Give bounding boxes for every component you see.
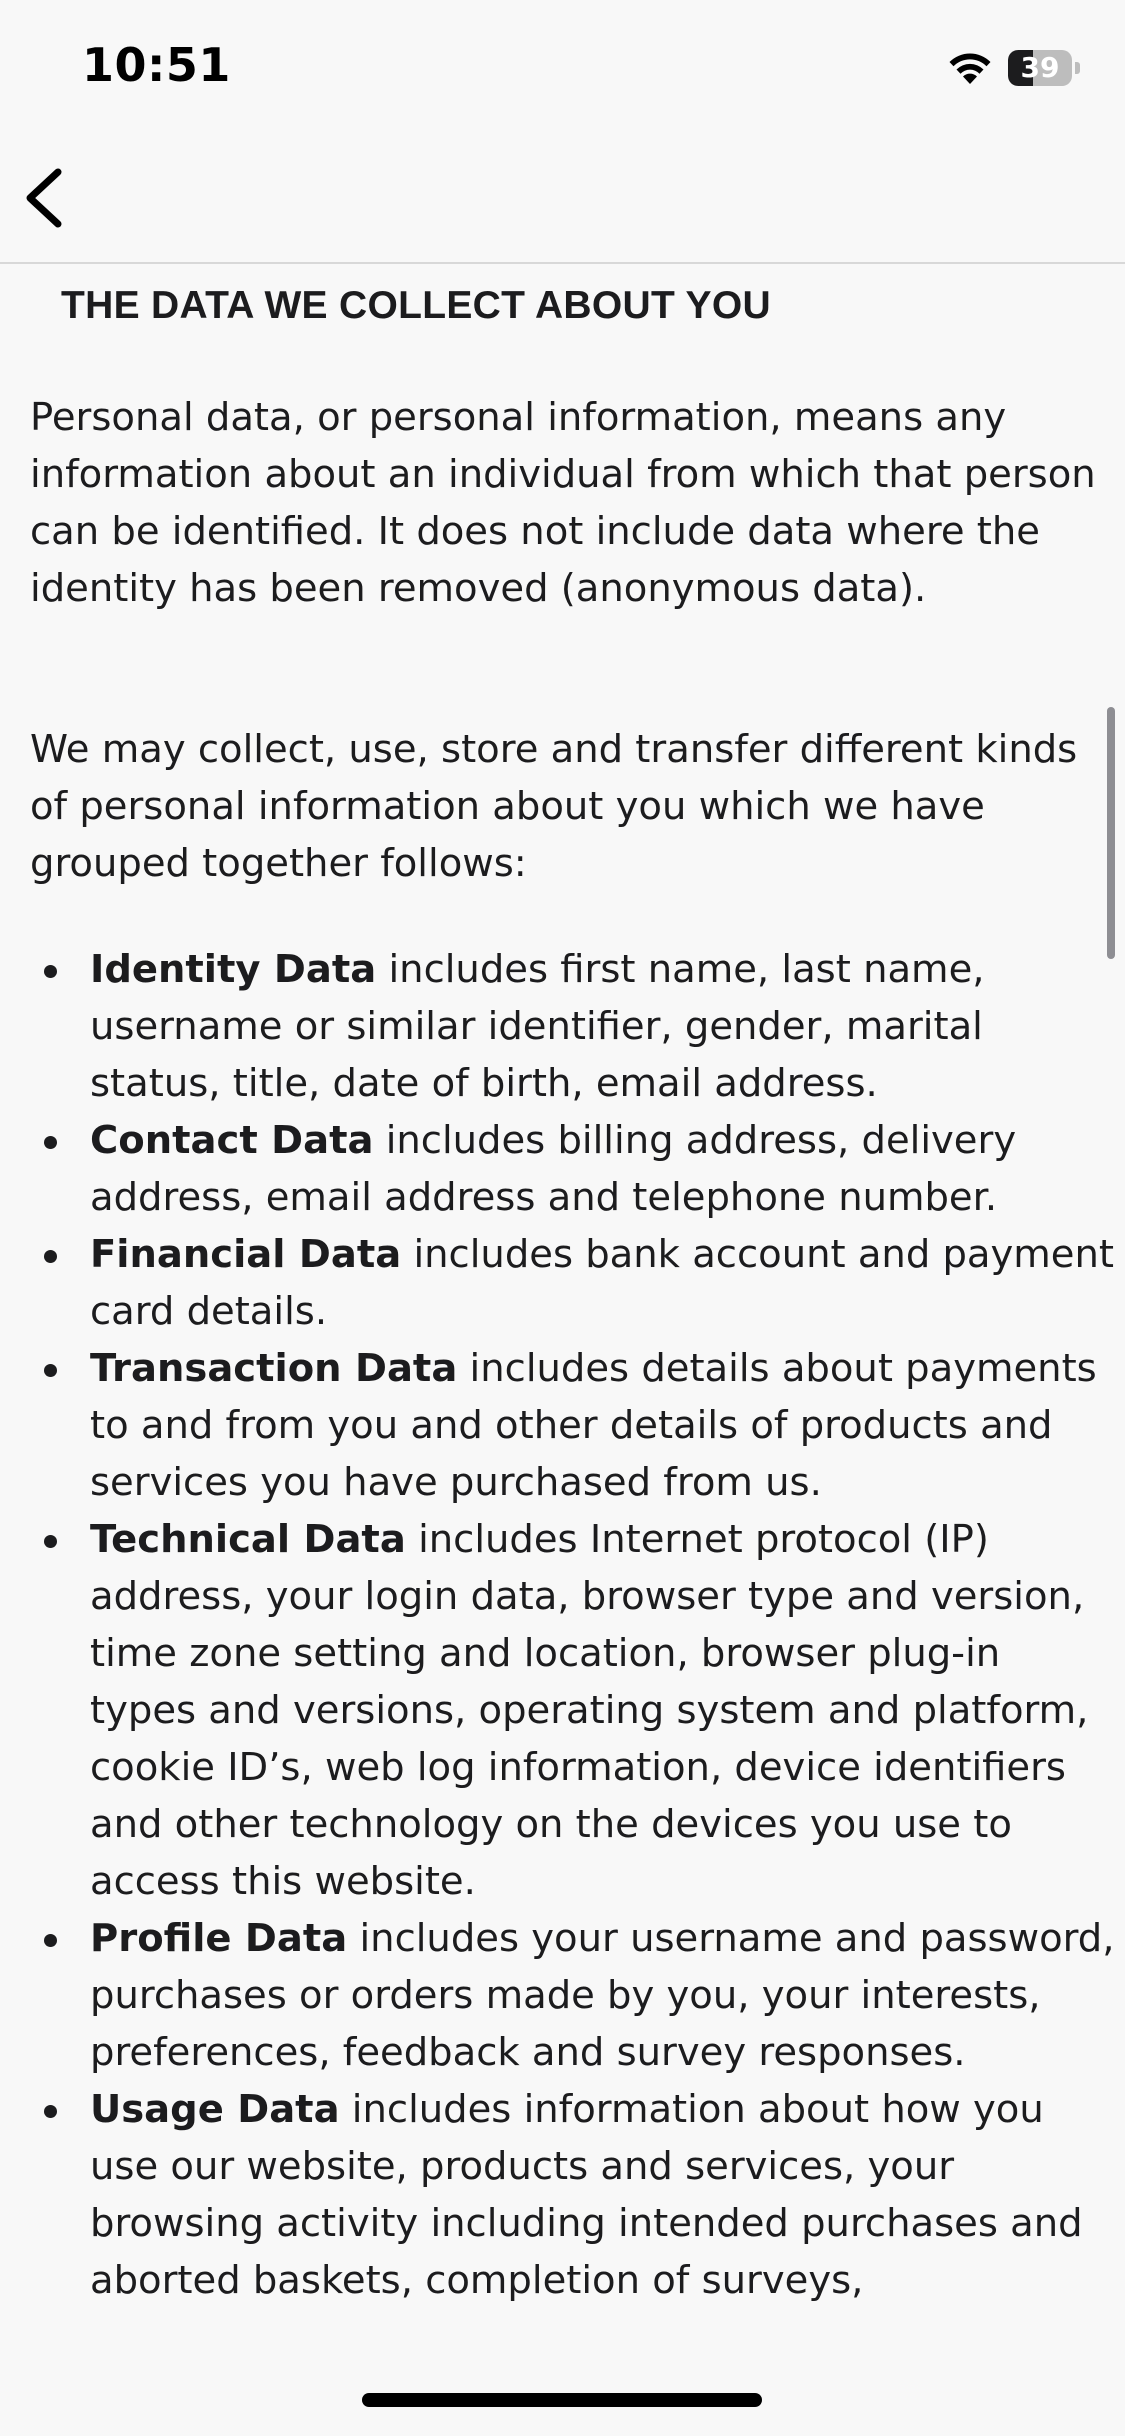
list-item-text: includes Internet protocol (IP) address, your login data, browser type and version, time zone setting and location, browser plug-in types and versions, operating system and platform, cookie ID’s, web log information, device identifiers and other technology on the devices you use to access this website. bbox=[90, 1517, 1089, 1904]
list-item-term: Contact Data bbox=[90, 1118, 374, 1163]
list-item-transaction-data bbox=[0, 1340, 1125, 1511]
scroll-indicator[interactable] bbox=[1107, 707, 1115, 959]
list-item-usage-data bbox=[0, 2081, 1125, 2309]
list-item-term: Financial Data bbox=[90, 1232, 402, 1277]
list-item-financial-data bbox=[0, 1226, 1125, 1340]
paragraph-personal-data: Personal data, or personal information, means any information about an individual from which that person can be identified. It does not include data where the identity has been removed (anonymous data). bbox=[30, 395, 1096, 611]
list-item-term: Profile Data bbox=[90, 1916, 348, 1961]
list-item-identity-data bbox=[0, 941, 1125, 1112]
list-item-text: includes information about how you use our website, products and services, your browsing activity including intended purchases and aborted baskets, completion of surveys, bbox=[90, 2087, 1083, 2303]
list-item-term: Transaction Data bbox=[90, 1346, 458, 1391]
navigation-bar bbox=[0, 132, 1125, 264]
list-item-term: Usage Data bbox=[90, 2087, 340, 2132]
home-indicator[interactable] bbox=[362, 2393, 762, 2407]
section-heading: THE DATA WE COLLECT ABOUT YOU bbox=[61, 284, 771, 327]
paragraph-collect-data: We may collect, use, store and transfer different kinds of personal information about you which we have grouped together follows: bbox=[30, 727, 1078, 886]
data-categories-list bbox=[0, 941, 1125, 2309]
list-item-text: includes billing address, delivery address, email address and telephone number. bbox=[90, 1118, 1017, 1220]
battery-level: 39 bbox=[1020, 51, 1060, 84]
back-button[interactable] bbox=[14, 158, 94, 238]
status-bar bbox=[0, 0, 1125, 132]
list-item-term: Identity Data bbox=[90, 947, 377, 992]
chevron-left-icon bbox=[14, 158, 94, 238]
wifi-icon bbox=[946, 48, 994, 86]
battery-tip bbox=[1075, 62, 1080, 74]
status-time: 10:51 bbox=[82, 38, 231, 92]
list-item-text: includes bank account and payment card details. bbox=[90, 1232, 1114, 1334]
list-item-text: includes first name, last name, username or similar identifier, gender, marital status, title, date of birth, email address. bbox=[90, 947, 985, 1106]
battery-body bbox=[1008, 50, 1072, 86]
list-item-text: includes details about payments to and from you and other details of products and services you have purchased from us. bbox=[90, 1346, 1097, 1505]
list-item-term: Technical Data bbox=[90, 1517, 406, 1562]
list-item-profile-data bbox=[0, 1910, 1125, 2081]
list-item-technical-data bbox=[0, 1511, 1125, 1910]
list-item-text: includes your username and password, purchases or orders made by you, your interests, preferences, feedback and survey responses. bbox=[90, 1916, 1115, 2075]
battery-icon bbox=[1008, 50, 1080, 86]
policy-content bbox=[0, 264, 1125, 2436]
list-item-contact-data bbox=[0, 1112, 1125, 1226]
